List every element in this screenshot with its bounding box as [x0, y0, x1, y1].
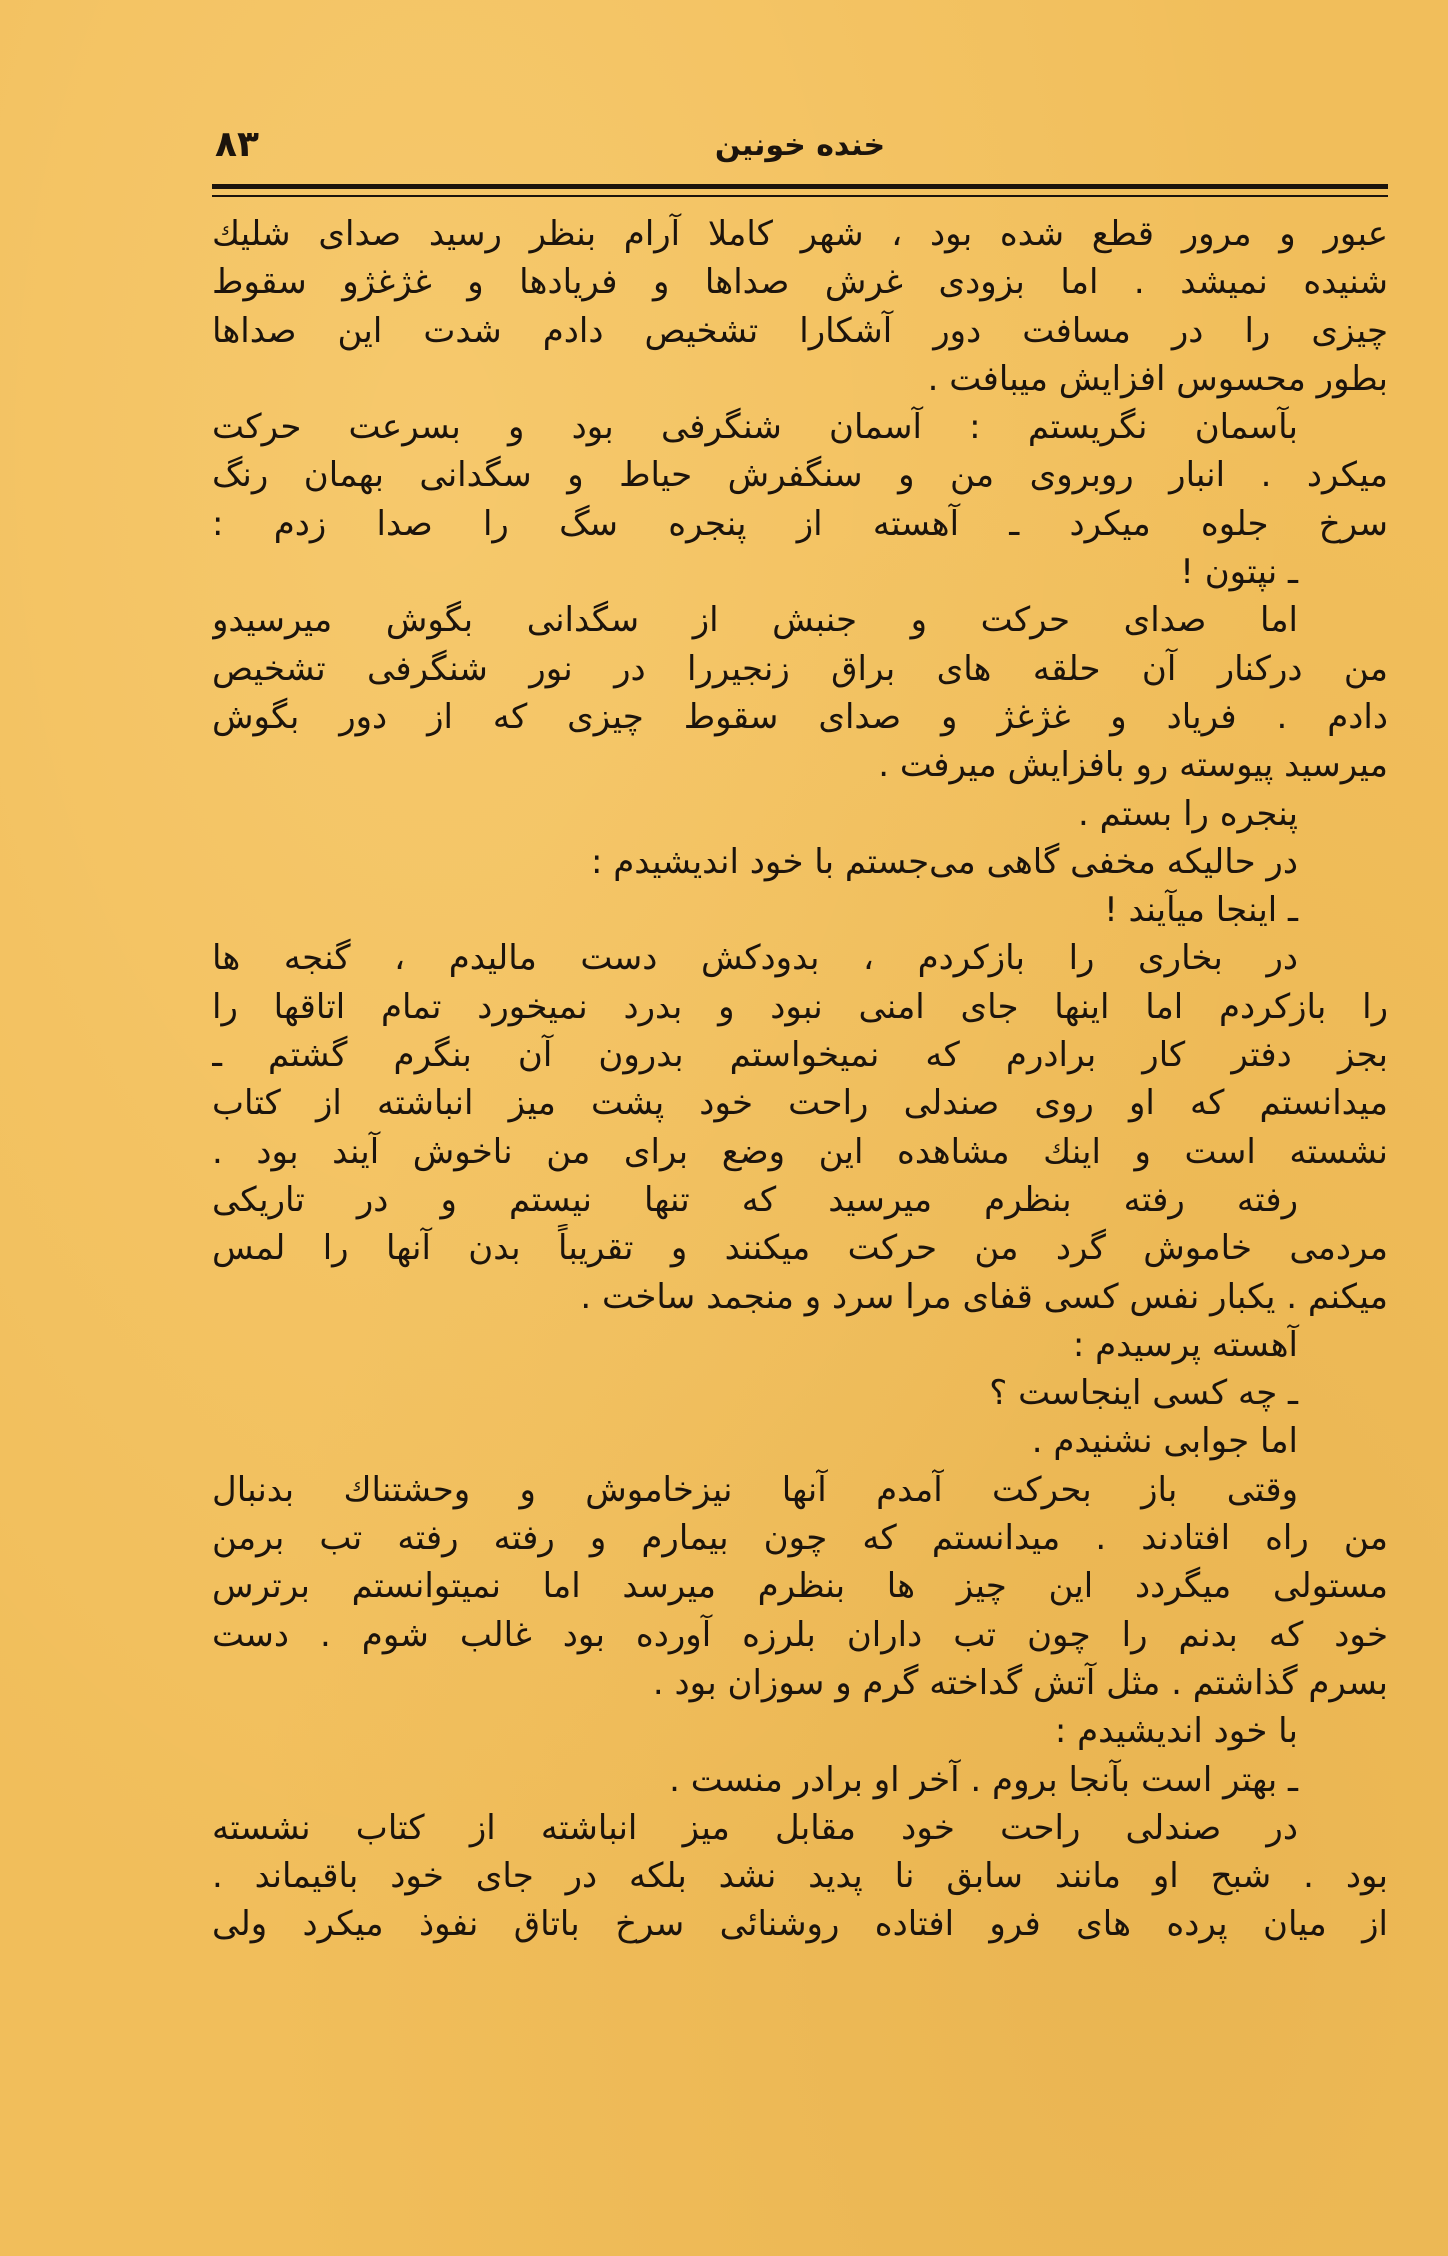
- text-line: با خود اندیشیدم :: [1054, 1711, 1298, 1752]
- text-line: در بخاری را بازکردم ، بدودکش دست مالیدم ، گنجه ها: [212, 938, 1298, 979]
- text-line: ـ نپتون !: [1180, 552, 1298, 593]
- text-line: عبور و مرور قطع شده بود ، شهر کاملا آرام بنظر رسید صدای شلیك: [212, 214, 1388, 254]
- text-line: خود که بدنم را چون تب داران بلرزه آورده بود غالب شوم . دست: [212, 1614, 1388, 1655]
- text-line: سرخ جلوه میکرد ـ آهسته از پنجره سگ را صدا زدم :: [212, 503, 1388, 544]
- text-line: من راه افتادند . میدانستم که چون بیمارم و رفته رفته تب برمن: [212, 1518, 1388, 1559]
- text-line: بجز دفتر کار برادرم که نمیخواستم بدرون آن بنگرم گشتم ـ: [212, 1035, 1388, 1076]
- text-line: بود . شبح او مانند سابق نا پدید نشد بلکه در جای خود باقیماند .: [212, 1856, 1388, 1897]
- text-line: پنجره را بستم .: [1077, 793, 1298, 834]
- text-line: وقتی باز بحرکت آمدم آنها نیزخاموش و وحشتناك بدنبال: [212, 1469, 1298, 1510]
- page-header: [215, 118, 1385, 178]
- text-line: ـ اینجا میآیند !: [1104, 890, 1298, 931]
- text-line: آهسته پرسیدم :: [1072, 1324, 1298, 1365]
- text-line: اما جوابی نشنیدم .: [1031, 1421, 1298, 1462]
- text-line: را بازکردم اما اینها جای امنی نبود و بدرد نمیخورد تمام اتاقها را: [212, 986, 1388, 1027]
- text-line: مستولی میگردد این چیز ها بنظرم میرسد اما نمیتوانستم برترس: [212, 1566, 1388, 1607]
- body-text: [212, 210, 1388, 1949]
- text-line: چیزی را در مسافت دور آشکارا تشخیص دادم شدت این صداها: [212, 310, 1388, 351]
- text-line: رفته رفته بنظرم میرسید که تنها نیستم و در تاریکی: [212, 1179, 1298, 1220]
- text-line: اما صدای حرکت و جنبش از سگدانی بگوش میرسیدو: [212, 600, 1298, 641]
- header-rule-thick: [212, 184, 1388, 189]
- text-line: ـ بهتر است بآنجا بروم . آخر او برادر منست .: [669, 1759, 1298, 1800]
- text-line: بسرم گذاشتم . مثل آتش گداخته گرم و سوزان بود .: [652, 1662, 1388, 1703]
- text-line: بطور محسوس افزایش میبافت .: [927, 358, 1388, 399]
- text-line: من درکنار آن حلقه های براق زنجیررا در نور شنگرفی تشخیص: [212, 648, 1388, 689]
- header-rule-thin: [212, 195, 1388, 197]
- text-line: میکرد . انبار روبروی من و سنگفرش حیاط و سگدانی بهمان رنگ: [212, 455, 1388, 496]
- text-line: نشسته است و اینك مشاهده این وضع برای من ناخوش آیند بود .: [212, 1131, 1388, 1172]
- text-line: دادم . فریاد و غژغژ و صدای سقوط چیزی که از دور بگوش: [212, 696, 1388, 737]
- text-line: میدانستم که او روی صندلی راحت خود پشت میز انباشته از کتاب: [212, 1083, 1388, 1124]
- text-line: در صندلی راحت خود مقابل میز انباشته از کتاب نشسته: [212, 1807, 1298, 1848]
- page-number: ۸۳: [215, 124, 259, 165]
- text-line: در حالیکه مخفی گاهی می‌جستم با خود اندیشیدم :: [590, 841, 1298, 882]
- text-line: شنیده نمیشد . اما بزودی غرش صداها و فریادها و غژغژو سقوط: [212, 262, 1388, 303]
- text-line: میرسید پیوسته رو بافزایش میرفت .: [878, 745, 1388, 786]
- text-line: میکنم . یکبار نفس کسی قفای مرا سرد و منجمد ساخت .: [580, 1276, 1388, 1317]
- text-line: ـ چه کسی اینجاست ؟: [989, 1373, 1298, 1414]
- running-title: خنده خونین: [714, 128, 886, 163]
- text-line: مردمی خاموش گرد من حرکت میکنند و تقریباً بدن آنها را لمس: [212, 1228, 1388, 1269]
- text-line: بآسمان نگریستم : آسمان شنگرفی بود و بسرعت حرکت: [212, 407, 1298, 448]
- text-line: از میان پرده های فرو افتاده روشنائی سرخ باتاق نفوذ میکرد ولی: [212, 1904, 1388, 1945]
